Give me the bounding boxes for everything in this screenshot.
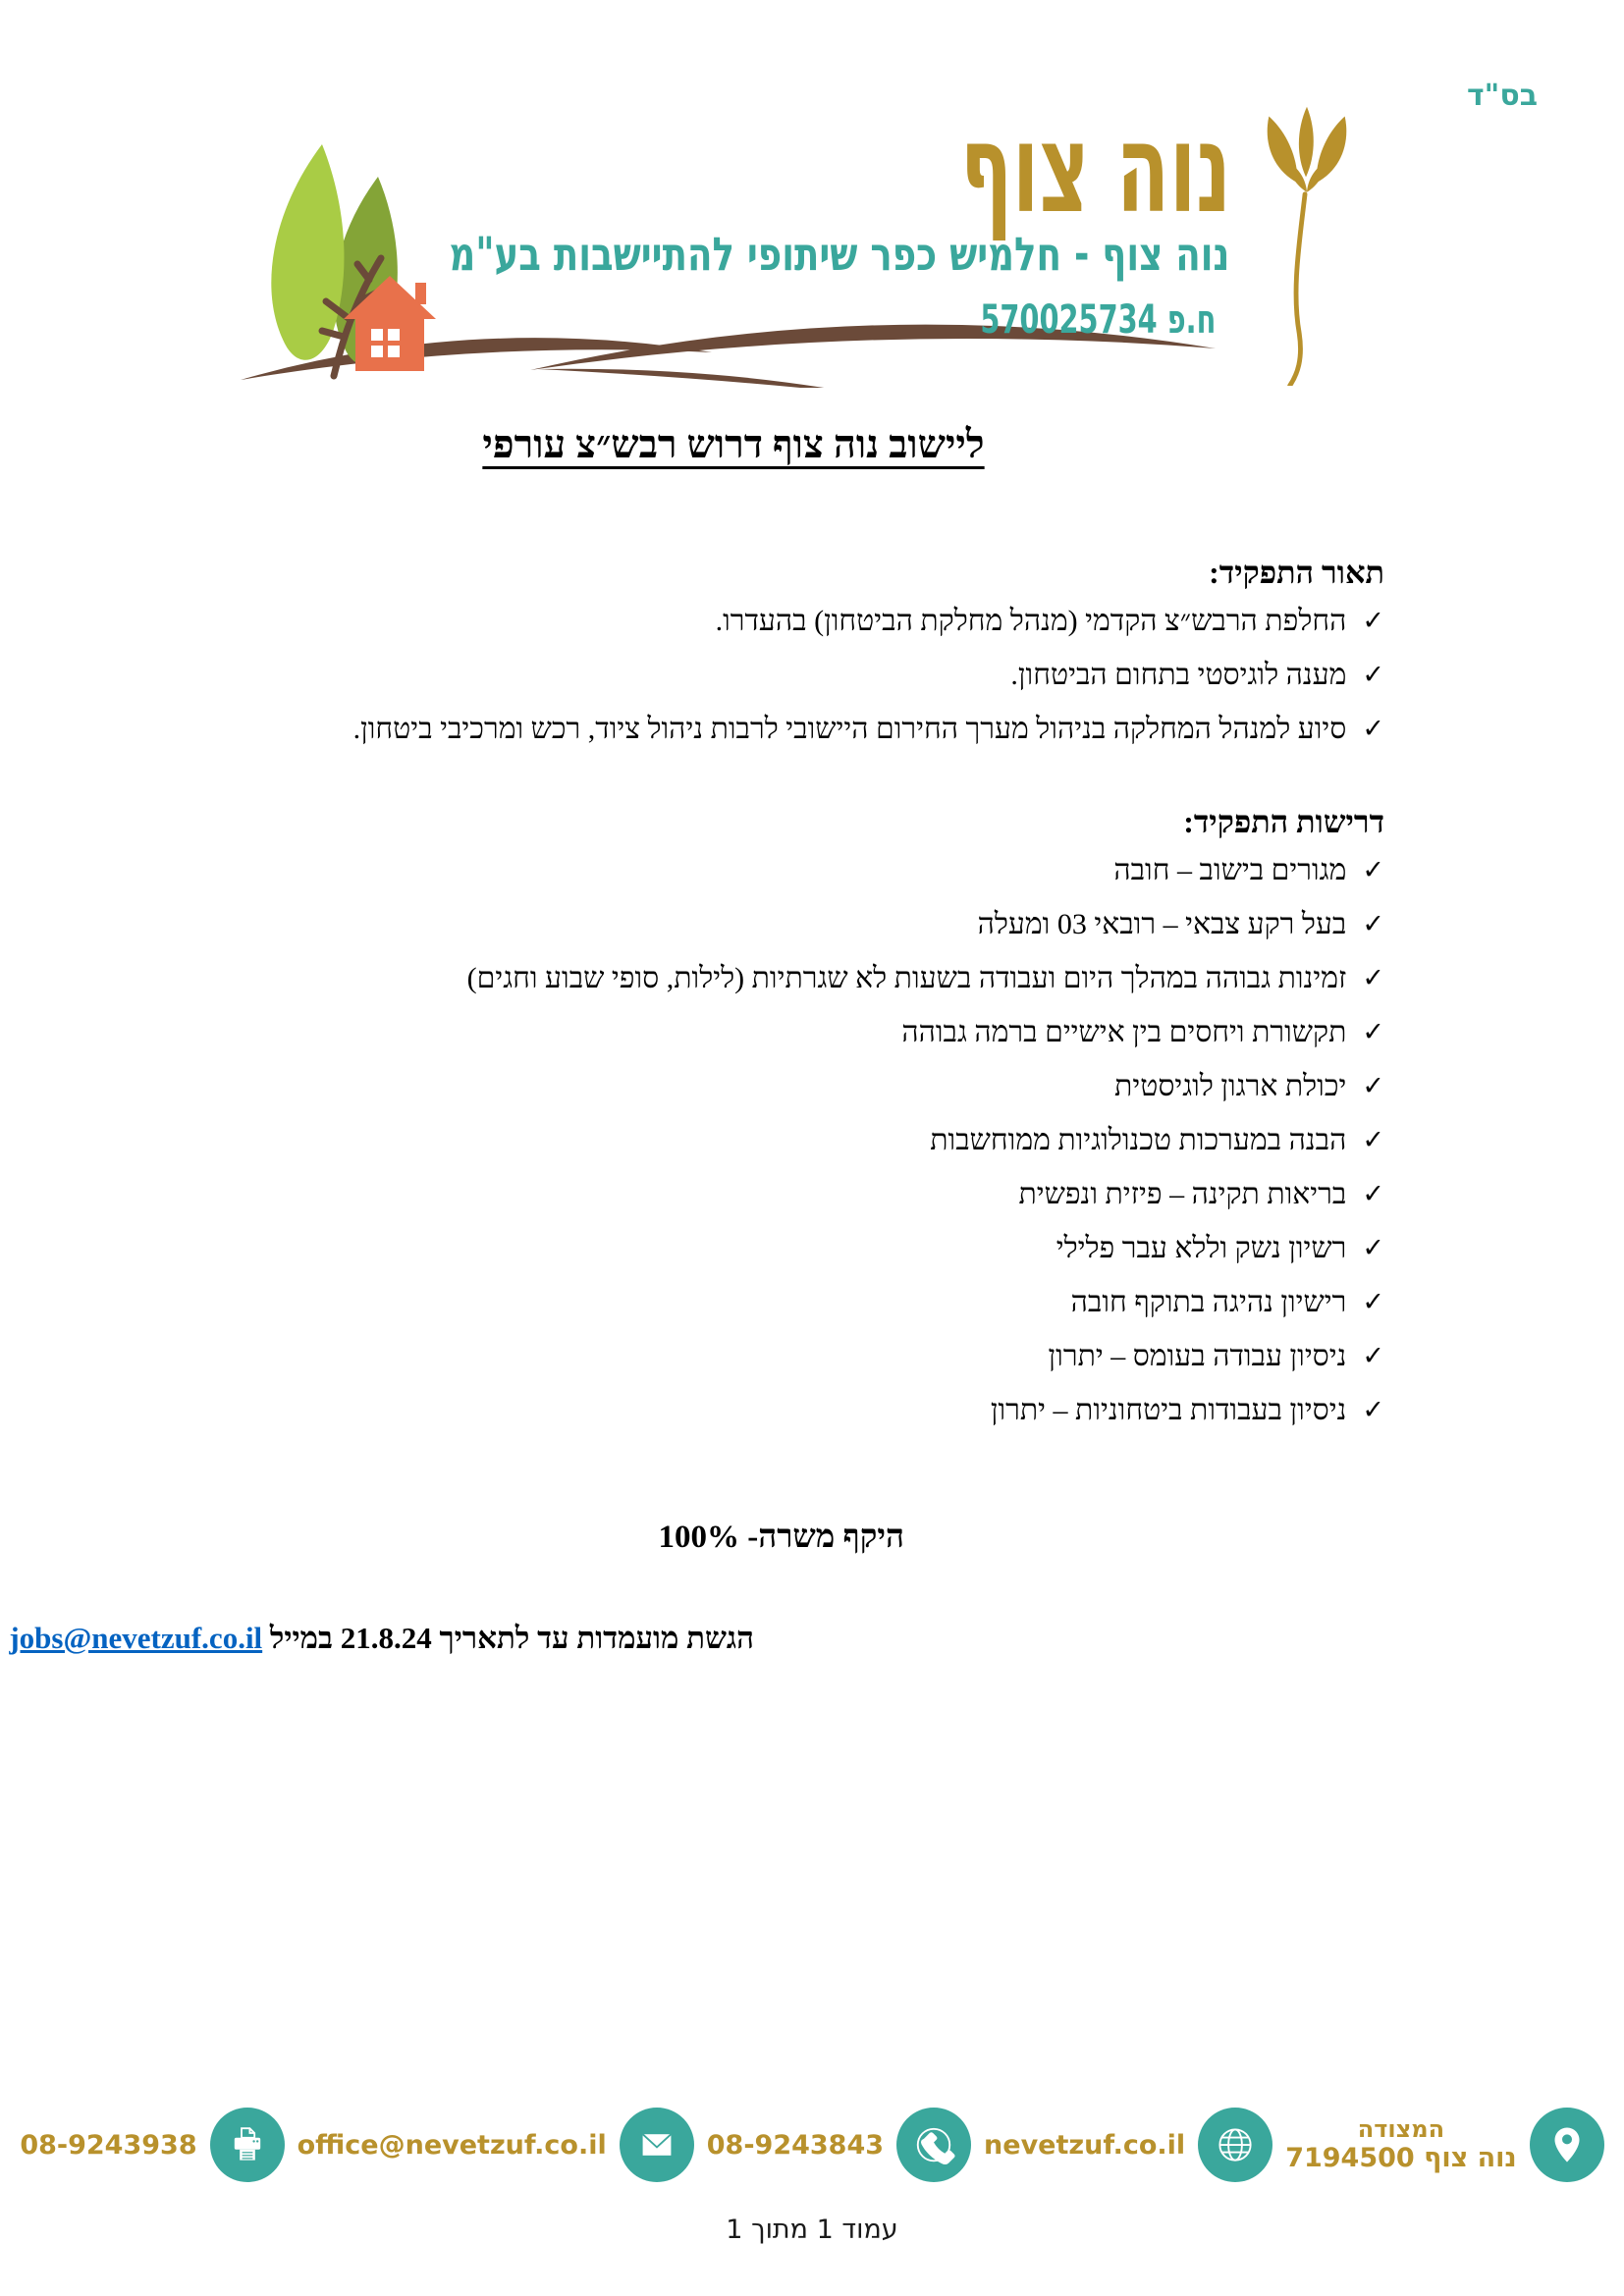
checkmark-icon: ✓ (1362, 1179, 1384, 1209)
list-item (240, 655, 1384, 696)
checkmark-icon: ✓ (1362, 1341, 1384, 1371)
list-item (240, 958, 1384, 999)
bullet-text: ניסיון עבודה בעומס – יתרון (1048, 1340, 1347, 1372)
list-item (240, 1120, 1384, 1161)
section-heading: דרישות התפקיד: (1183, 804, 1384, 839)
bullet-text: בריאות תקינה – פיזית ונפשית (1018, 1178, 1347, 1210)
bullet-text: תקשורת ויחסים בין אישיים ברמה גבוהה (901, 1016, 1347, 1048)
phone-icon (896, 2108, 971, 2182)
list-item (240, 709, 1384, 750)
list-item (240, 1066, 1384, 1107)
list-item (240, 1174, 1384, 1215)
address-line1: המצודה (1357, 2114, 1445, 2143)
bullet-text: סיוע למנהל המחלקה בניהול מערך החירום היישובי לרבות ניהול ציוד, רכש ומרכיבי ביטחון. (352, 713, 1347, 745)
bullet-list (240, 601, 1384, 750)
fax-icon (210, 2108, 285, 2182)
bullet-text: רשיון נשק וללא עבר פלילי (1056, 1232, 1347, 1264)
bullet-list (240, 850, 1384, 1431)
flower-logo-icon (1249, 101, 1365, 386)
logo-subtitle: נוה צוף - חלמיש כפר שיתופי להתיישבות בע"מ (449, 228, 1229, 282)
bullet-text: זמינות גבוהה במהלך היום ועבודה בשעות לא שגרתיות (לילות, סופי שבוע וחגים) (466, 962, 1347, 994)
location-pin-icon (1530, 2108, 1604, 2182)
checkmark-icon: ✓ (1362, 714, 1384, 744)
checkmark-icon: ✓ (1362, 909, 1384, 939)
jobs-email-link[interactable]: jobs@nevetzuf.co.il (9, 1621, 263, 1655)
website-url: nevetzuf.co.il (984, 2129, 1186, 2161)
address-block (1285, 2116, 1516, 2174)
list-item (240, 904, 1384, 945)
envelope-icon (620, 2108, 694, 2182)
logo-wordmark: נוה צוף (960, 98, 1231, 240)
globe-icon (1198, 2108, 1272, 2182)
checkmark-icon: ✓ (1362, 1395, 1384, 1425)
submission-text: הגשת מועמדות עד לתאריך 21.8.24 במייל (269, 1621, 754, 1655)
fax-number: 08-9243938 (20, 2129, 197, 2161)
checkmark-icon: ✓ (1362, 1071, 1384, 1101)
address-line2: נוה צוף 7194500 (1285, 2143, 1517, 2174)
submission-line (9, 1617, 1384, 1660)
checkmark-icon: ✓ (1362, 660, 1384, 690)
bullet-text: מגורים בישוב – חובה (1113, 854, 1347, 886)
company-id: ח.פ 570025734 (979, 297, 1216, 343)
section-job-requirements (240, 801, 1384, 1431)
bullet-text: הבנה במערכות טכנולוגיות ממוחשבות (930, 1124, 1347, 1156)
phone-number: 08-9243843 (706, 2129, 885, 2161)
checkmark-icon: ✓ (1362, 855, 1384, 885)
checkmark-icon: ✓ (1362, 606, 1384, 636)
checkmark-icon: ✓ (1362, 963, 1384, 993)
bullet-text: החלפת הרבש״צ הקדמי (מנהל מחלקת הביטחון) בהעדרו. (715, 605, 1347, 637)
bullet-text: ניסיון בעבודות ביטחוניות – יתרון (990, 1394, 1347, 1426)
section-job-description (240, 552, 1384, 750)
list-item (240, 850, 1384, 891)
checkmark-icon: ✓ (1362, 1017, 1384, 1047)
list-item (240, 1282, 1384, 1323)
list-item (240, 1390, 1384, 1431)
office-email: office@nevetzuf.co.il (297, 2129, 607, 2161)
checkmark-icon: ✓ (1362, 1125, 1384, 1155)
document-body (9, 422, 1384, 1660)
bullet-text: מענה לוגיסטי בתחום הביטחון. (1010, 659, 1347, 691)
checkmark-icon: ✓ (1362, 1287, 1384, 1317)
list-item (240, 1228, 1384, 1269)
page-title: ליישוב נוה צוף דרוש רבש״צ עורפי (482, 422, 985, 466)
list-item (240, 601, 1384, 642)
bullet-text: יכולת ארגון לוגיסטית (1114, 1070, 1347, 1102)
bullet-text: בעל רקע צבאי – רובאי 03 ומעלה (977, 908, 1347, 940)
footer-contact-strip (0, 2081, 1624, 2209)
list-item (240, 1012, 1384, 1053)
section-heading: תאור התפקיד: (1209, 555, 1384, 590)
page-number: עמוד 1 מתוך 1 (726, 2215, 898, 2245)
bsd-label: בס"ד (1467, 79, 1538, 113)
bullet-text: רישיון נהיגה בתוקף חובה (1070, 1286, 1347, 1318)
position-scope: היקף משרה- 100% (658, 1520, 904, 1555)
list-item (240, 1336, 1384, 1377)
checkmark-icon: ✓ (1362, 1233, 1384, 1263)
